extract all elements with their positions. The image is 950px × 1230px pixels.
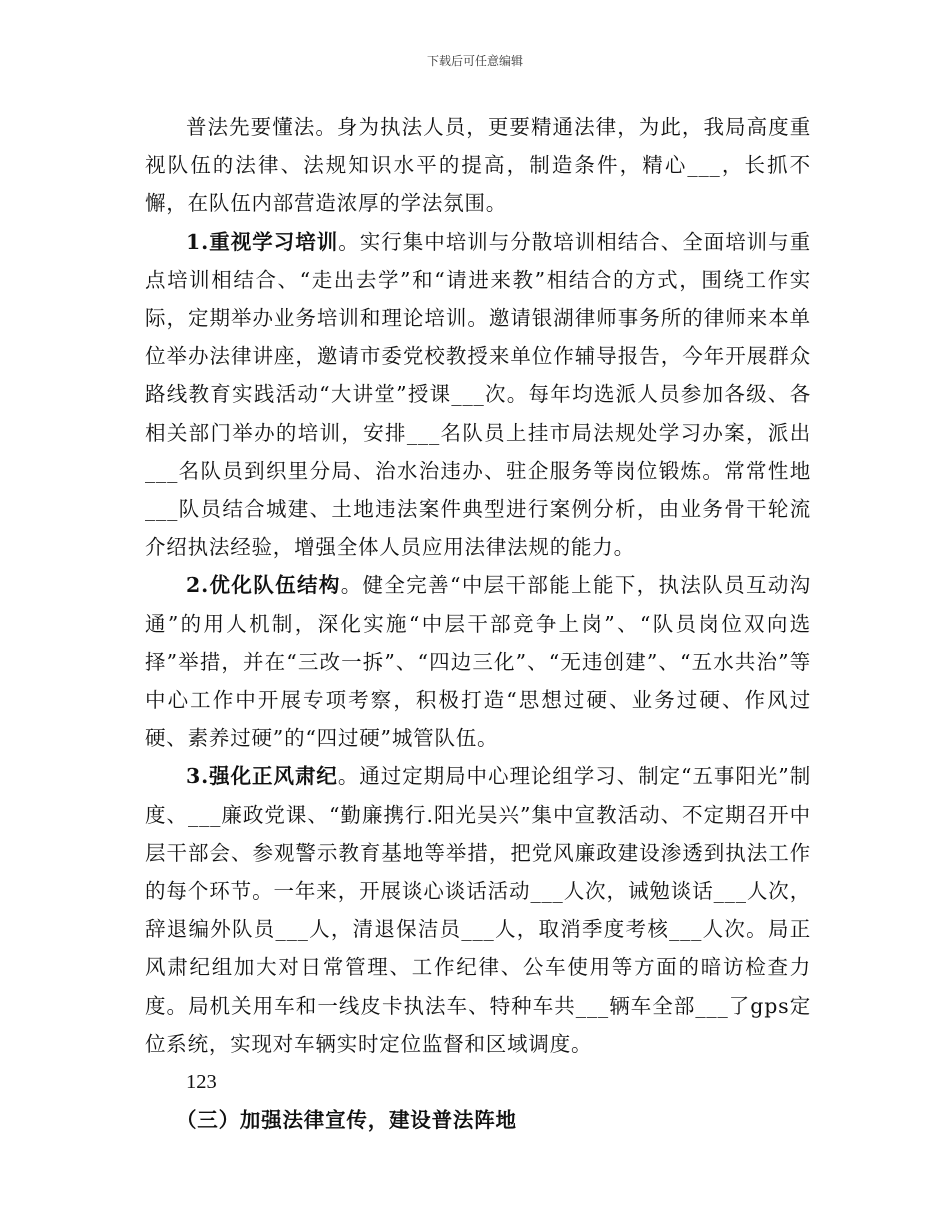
structure-body: 。健全完善“中层干部能上能下，执法队员互动沟通”的用人机制，深化实施“中层干部竞争上岗”、“队员岗位双向选择”举措，并在“三改一拆”、“四边三化”、“无违创建”、“五水共治”等中心工作中开展专项考察，积极打造“思想过硬、业务过硬、作风过硬、素养过硬”的“四过硬”城管队伍。 (145, 573, 811, 751)
number-line: 123 (186, 1071, 217, 1094)
training-body: 。实行集中培训与分散培训相结合、全面培训与重点培训相结合、“走出去学”和“请进来教”相结合的方式，围绕工作实际，定期举办业务培训和理论培训。邀请银湖律师事务所的律师来本单位举办法律讲座，邀请市委党校教授来单位作辅导报告，今年开展群众路线教育实践活动“大讲堂”授课___次。每年均选派人员参加各级、各相关部门举办的培训，安排___名队员上挂市局法规处学习办案，派出___名队员到织里分局、治水治违办、驻企服务等岗位锻炼。常常性地___队员结合城建、土地违法案件典型进行案例分析，由业务骨干轮流介绍执法经验，增强全体人员应用法律法规的能力。 (145, 229, 811, 560)
document-body (145, 108, 811, 1139)
discipline-title: 3.强化正风肃纪 (186, 764, 338, 789)
page-header: 下载后可任意编辑 (426, 54, 523, 68)
structure-title: 2.优化队伍结构 (186, 573, 341, 598)
paragraph-training (145, 223, 811, 567)
paragraph-intro: 普法先要懂法。身为执法人员，更要精通法律，为此，我局高度重视队伍的法律、法规知识水平的提高，制造条件，精心___，长抓不懈，在队伍内部营造浓厚的学法氛围。 (145, 115, 811, 216)
discipline-body: 。通过定期局中心理论组学习、制定“五事阳光”制度、___廉政党课、“勤廉携行.阳光吴兴”集中宣教活动、不定期召开中层干部会、参观警示教育基地等举措，把党风廉政建设渗透到执法工作的每个环节。一年来，开展谈心谈话活动___人次，诫勉谈话___人次，辞退编外队员___人，清退保洁员___人，取消季度考核___人次。局正风肃纪组加大对日常管理、工作纪律、公车使用等方面的暗访检查力度。局机关用车和一线皮卡执法车、特种车共___辆车全部___了gps定位系统，实现对车辆实时定位监督和区域调度。 (145, 764, 812, 1056)
training-title: 1.重视学习培训 (186, 229, 339, 254)
paragraph-discipline (145, 757, 811, 1063)
paragraph-structure (145, 566, 811, 757)
section-heading: （三）加强法律宣传，建设普法阵地 (176, 1108, 517, 1133)
